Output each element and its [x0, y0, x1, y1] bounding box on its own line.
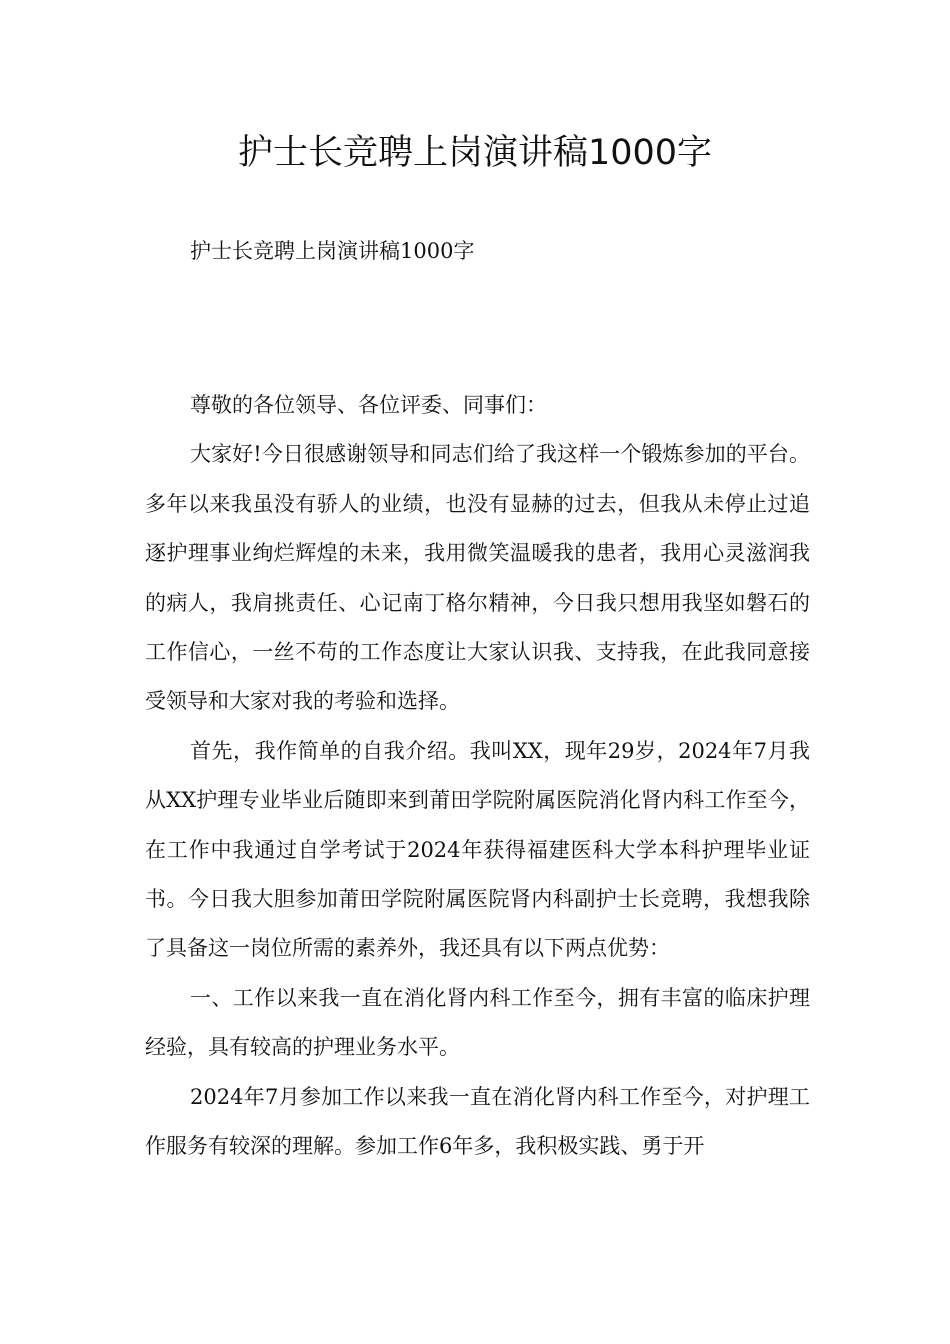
document-body	[145, 381, 810, 1172]
paragraph-introduction: 首先，我作简单的自我介绍。我叫XX，现年29岁，2024年7月我从XX护理专业毕业后随即来到莆田学院附属医院消化肾内科工作至今，在工作中我通过自学考试于2024年获得福建医科大学本科护理毕业证书。今日我大胆参加莆田学院附属医院肾内科副护士长竞聘，我想我除了具备这一岗位所需的素养外，我还具有以下两点优势：	[145, 738, 810, 961]
paragraph-greeting: 大家好!今日很感谢领导和同志们给了我这样一个锻炼参加的平台。多年以来我虽没有骄人的业绩，也没有显赫的过去，但我从未停止过追逐护理事业绚烂辉煌的未来，我用微笑温暖我的患者，我用心灵滋润我的病人，我肩挑责任、心记南丁格尔精神，今日我只想用我坚如磐石的工作信心，一丝不苟的工作态度让大家认识我、支持我，在此我同意接受领导和大家对我的考验和选择。	[145, 442, 810, 714]
paragraph-salutation: 尊敬的各位领导、各位评委、同事们：	[190, 393, 547, 417]
document-title: 护士长竞聘上岗演讲稿1000字	[237, 133, 713, 173]
document-subtitle: 护士长竞聘上岗演讲稿1000字	[190, 239, 475, 263]
paragraph-advantage-one: 一、工作以来我一直在消化肾内科工作至今，拥有丰富的临床护理经验，具有较高的护理业务水平。	[145, 985, 810, 1060]
paragraph-work-experience: 2024年7月参加工作以来我一直在消化肾内科工作至今，对护理工作服务有较深的理解。参加工作6年多，我积极实践、勇于开	[145, 1084, 810, 1159]
